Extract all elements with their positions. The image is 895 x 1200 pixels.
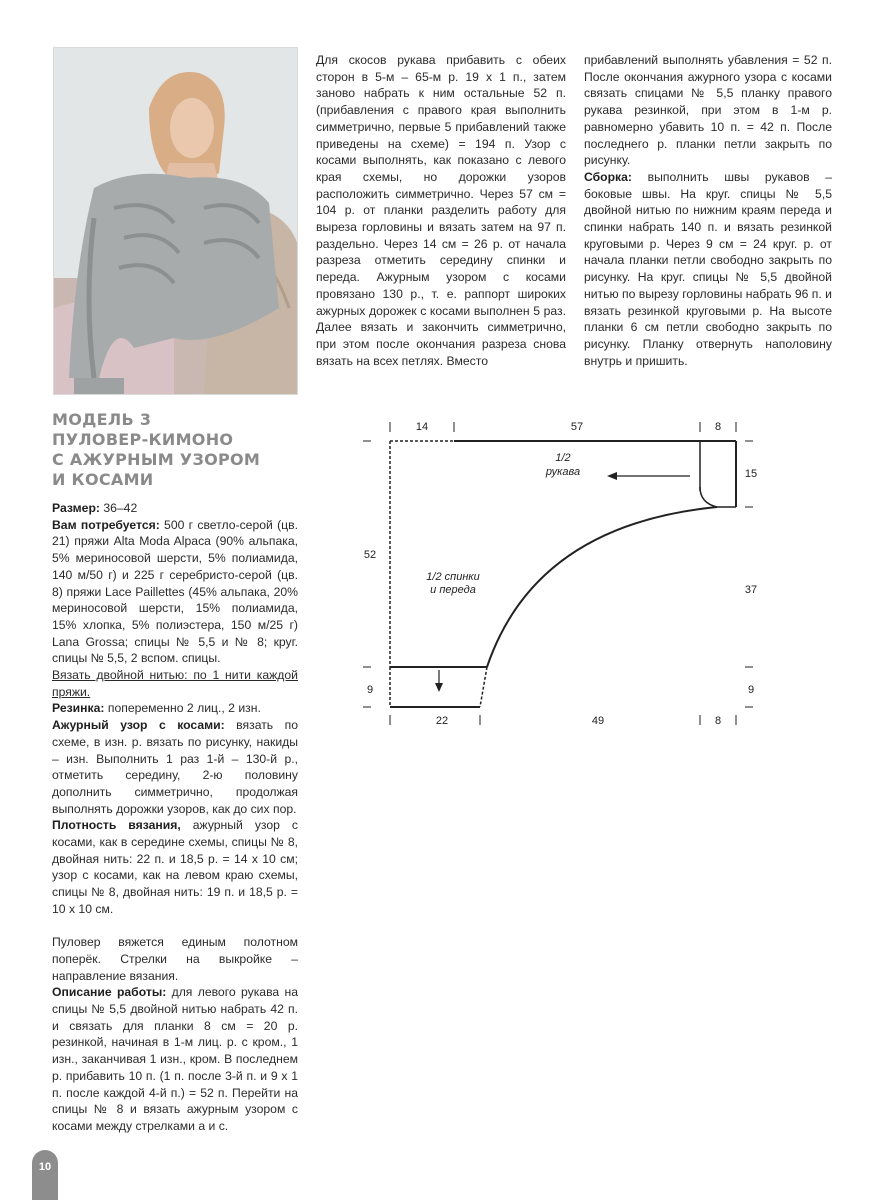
title-line-3: С АЖУРНЫМ УЗОРОМ: [52, 450, 261, 469]
dim-top-8: 8: [714, 421, 722, 433]
size-label: Размер:: [52, 501, 100, 515]
size-paragraph: [52, 500, 298, 517]
instructions-column-middle: [316, 52, 566, 369]
lace-text: вязать по схеме, в изн. р. вязать по рисунку, накиды – изн. Выполнить 1 раз 1-й – 130-й р., отметить середину, 2-ю половину дополнить симметрично, продолжая выполнять дорожки узоров, как до сих пор.: [52, 718, 298, 816]
dim-bottom-22: 22: [435, 715, 449, 727]
assembly-text: выполнить швы рукавов – боковые швы. На круг. спицы № 5,5 двойной нитью по нижним краям переда и спинки набрать 140 п. и вязать резинкой круговыми р. Через 9 см = 24 круг. р. от начала планки петли свободно закрыть по рисунку. На круг. спицы № 5,5 двойной нитью по вырезу горловины набрать 96 п. и вязать резинкой круговыми р. На высоте планки 6 см петли свободно закрыть по рисунку. Планку отвернуть наполовину внутрь и пришить.: [584, 169, 832, 368]
rib-paragraph: [52, 700, 298, 717]
instructions-column-left: [52, 500, 298, 1135]
dim-bottom-8: 8: [714, 715, 722, 727]
body-label-1: 1/2 спинки: [426, 571, 480, 583]
dim-right-15: 15: [744, 468, 758, 480]
title-line-1: МОДЕЛЬ 3: [52, 410, 152, 429]
description-text: для левого рукава на спицы № 5,5 двойной нитью набрать 42 п. и связать для планки 8 см = 20 р. резинкой, начиная в 1-м лиц. р. с кром., 1 изн., заканчивая 1 изн., кром. В последнем р. прибавить 10 п. (1 п. после 3-й п. и 9 х 1 п. после каждой 4-й п.) = 52 п. Перейти на спицы № 8 и вязать ажурным узором с косами между стрелками а и с.: [52, 985, 298, 1133]
gauge-label: Плотность вязания,: [52, 818, 181, 833]
description-label: Описание работы:: [52, 985, 167, 1000]
model-title: [52, 410, 302, 490]
sleeve-label-1: 1/2: [555, 452, 571, 464]
model-photo: [53, 47, 298, 395]
materials-paragraph: [52, 517, 298, 667]
lace-paragraph: [52, 717, 298, 817]
materials-text: 500 г светло-серой (цв. 21) пряжи Alta Moda Alpaca (90% альпака, 5% мериносовой шерсти, 5% полиамида, 140 м/50 г) и 225 г серебристо-серой (цв. 8) пряжи Lace Paillettes (45% альпака, 20% мериносовой шерсти, 15% полиамида, 15% хлопка, 5% полиэстера, 150 м/25 г) Lana Grossa; спицы № 5,5 и № 8; круг. спицы № 5,5, 2 вспом. спицы.: [52, 517, 298, 666]
rib-label: Резинка:: [52, 701, 105, 716]
dim-left-9: 9: [366, 684, 374, 696]
middle-text: Для скосов рукава прибавить с обеих сторон в 5-м – 65-м р. 19 х 1 п., затем заново набрать к ним остальные 52 п. (прибавления с правого края выполнить симметрично, первые 5 прибавлений также приведены на схеме) = 194 п. Узор с косами выполнять, как показано с левого края схемы, но дорожки узоров расположить симметрично. Через 57 см = 104 р. от планки разделить работу для выреза горловины и вязать затем на 97 п. раздельно. Через 14 см = 26 р. от начала разреза отметить середину спинки и переда. Ажурным узором с косами провязано 130 р., т. е. раппорт широких ажурных дорожек с косами выполнен 5 раз. Далее вязать и закончить симметрично, при этом после окончания разреза снова вязать на всех петлях. Вместо: [316, 53, 566, 368]
page-number-tab: [32, 1150, 58, 1200]
body-label-2: и переда: [430, 584, 476, 596]
dim-top-14: 14: [415, 421, 429, 433]
double-yarn-note: Вязать двойной нитью: по 1 нити каждой пряжи.: [52, 668, 298, 699]
title-line-2: ПУЛОВЕР-КИМОНО: [52, 430, 234, 449]
dim-top-57: 57: [570, 421, 584, 433]
intro-paragraph: Пуловер вяжется единым полотном поперёк. Стрелки на выкройке – направление вязания.: [52, 935, 298, 983]
rib-text: попеременно 2 лиц., 2 изн.: [104, 701, 261, 716]
page-number: 10: [38, 1161, 52, 1173]
assembly-paragraph: [584, 169, 832, 369]
size-value: 36–42: [99, 501, 138, 515]
instructions-column-right: [584, 52, 832, 369]
gauge-paragraph: [52, 817, 298, 917]
sleeve-label-2: рукава: [545, 466, 581, 478]
assembly-label: Сборка:: [584, 169, 632, 184]
dim-bottom-49: 49: [591, 715, 605, 727]
materials-label: Вам потребуется:: [52, 517, 160, 532]
right-text: прибавлений выполнять убавления = 52 п. После окончания ажурного узора с косами связать спицами № 5,5 планку правого рукава резинкой, при этом в 1-м р. равномерно убавить 10 п. = 42 п. После последнего р. планки петли закрыть по рисунку.: [584, 53, 832, 168]
dim-left-52: 52: [363, 549, 377, 561]
lace-label: Ажурный узор с косами:: [52, 718, 225, 733]
dim-right-9: 9: [747, 684, 755, 696]
pattern-diagram: [355, 405, 775, 745]
title-line-4: И КОСАМИ: [52, 470, 154, 489]
dim-right-37: 37: [744, 584, 758, 596]
gauge-text: ажурный узор с косами, как в середине схемы, спицы № 8, двойная нить: 22 п. и 18,5 р. = 14 х 10 см; узор с косами, как на левом краю схемы, спицы № 8, двойная нить: 19 п. и 18,5 р. = 10 х 10 см.: [52, 818, 298, 916]
description-paragraph: [52, 984, 298, 1134]
